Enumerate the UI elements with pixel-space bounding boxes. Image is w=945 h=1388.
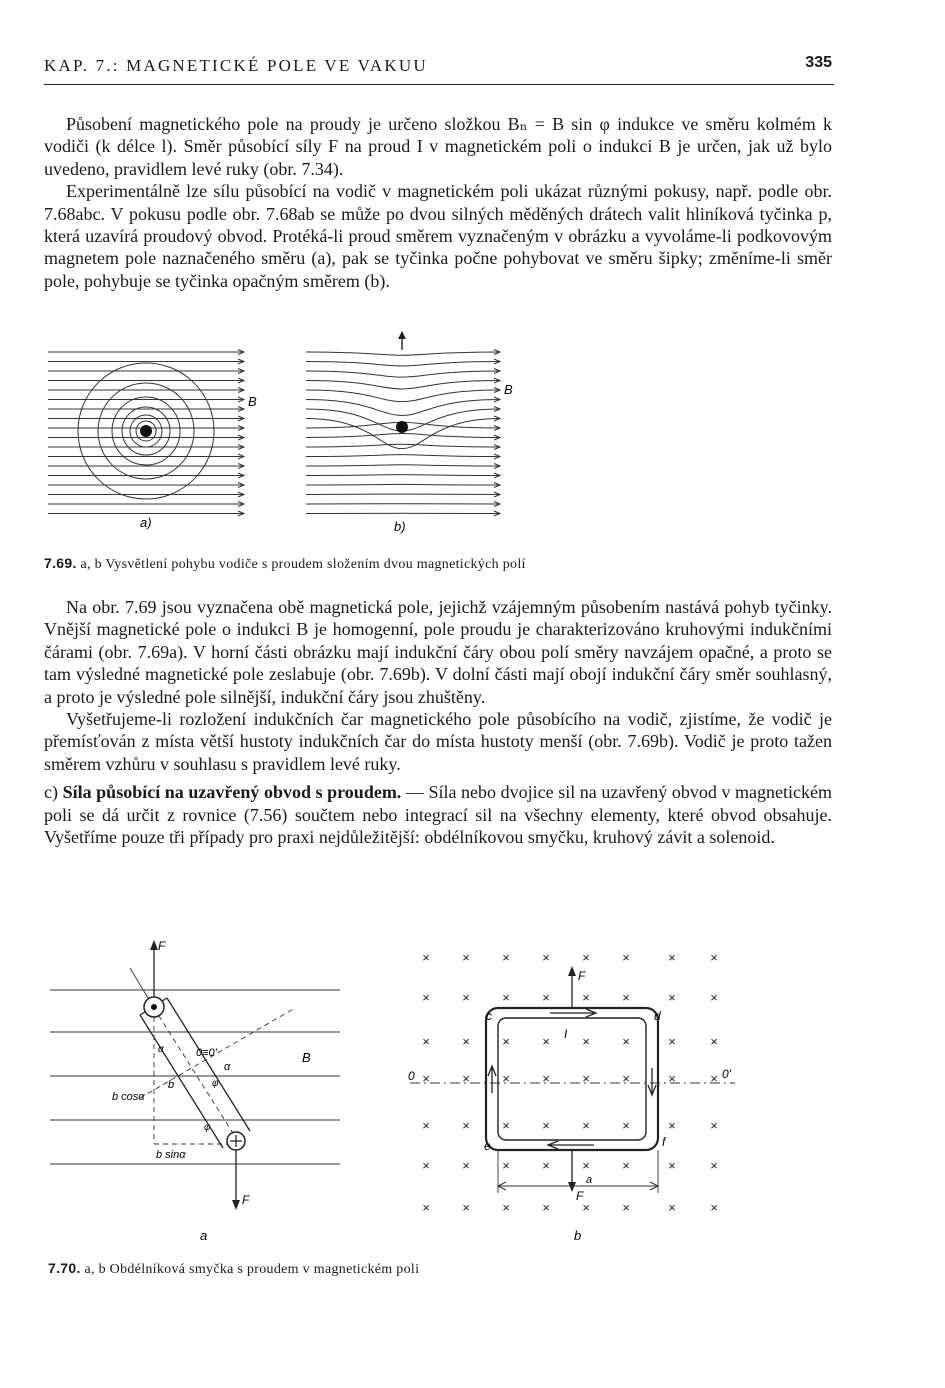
svg-text:×: × [422,1034,430,1049]
figure-7-69 [40,330,540,540]
caption-number: 7.70. [48,1260,81,1276]
sublabel-b: b [574,1228,582,1243]
svg-text:×: × [462,1071,470,1086]
svg-text:×: × [582,990,590,1005]
alpha-label-2: α [158,1044,164,1055]
svg-text:×: × [668,1071,676,1086]
svg-text:×: × [542,1118,550,1133]
svg-text:×: × [502,1034,510,1049]
svg-text:×: × [582,1071,590,1086]
phi-label-2: φ [204,1122,211,1133]
force-arrow-up [568,966,576,976]
svg-text:×: × [502,1200,510,1215]
svg-text:×: × [622,1200,630,1215]
svg-text:×: × [502,950,510,965]
section-text: — Síla nebo dvojice sil na uzavřený obvod v magnetickém poli se dá určit z rovnice (7.56) součtem nebo integrací sil na všechny elementy, které obvod obsahuje. Vyšetříme pouze tři případy pro praxi nejdůležitější: obdélníkovou smyčku, kruhový závit a solenoid. [44,782,833,848]
section-c-paragraph [44,781,832,848]
section-prefix: c) [44,782,63,803]
force-arrow-up [150,940,158,950]
alpha-label: α [224,1061,231,1073]
svg-text:×: × [668,1158,676,1173]
svg-text:×: × [622,990,630,1005]
width-label: a [586,1174,593,1186]
svg-text:×: × [462,1158,470,1173]
page-header [44,56,834,82]
svg-text:×: × [462,1118,470,1133]
force-label-top: F [578,969,586,983]
page-number: 335 [805,54,832,71]
current-arrow-left [488,1066,496,1093]
svg-text:×: × [668,1200,676,1215]
svg-text:×: × [710,1158,718,1173]
svg-text:×: × [582,1158,590,1173]
svg-text:×: × [710,1200,718,1215]
section-heading: Síla působící na uzavřený obvod s proudem. [62,782,402,803]
conductor-dot [396,421,408,433]
force-arrow-down [232,1200,240,1210]
sublabel-b: b) [394,519,406,534]
svg-text:×: × [710,950,718,965]
figure-caption [48,1260,838,1278]
svg-text:×: × [710,1071,718,1086]
svg-text:×: × [668,1034,676,1049]
svg-text:×: × [622,1034,630,1049]
svg-text:×: × [542,1034,550,1049]
phi-label: φ [212,1078,219,1089]
svg-text:×: × [422,1158,430,1173]
force-label-bottom: F [576,1189,584,1203]
svg-text:×: × [668,990,676,1005]
svg-text:×: × [542,990,550,1005]
svg-text:×: × [422,950,430,965]
svg-text:×: × [622,1118,630,1133]
svg-text:×: × [422,1118,430,1133]
svg-text:×: × [502,990,510,1005]
corner-d: d [654,1009,661,1023]
svg-text:×: × [582,1118,590,1133]
caption-number: 7.69. [44,555,77,571]
svg-text:×: × [710,1118,718,1133]
svg-text:×: × [502,1158,510,1173]
svg-text:×: × [422,1200,430,1215]
force-label-bottom: F [242,1193,250,1207]
field-label-b: B [248,394,257,409]
svg-text:×: × [622,1158,630,1173]
caption-text: a, b Obdélníková smyčka s proudem v magnetickém poli [84,1262,420,1277]
svg-text:×: × [462,950,470,965]
force-label-top: F [158,939,166,953]
force-arrow-down [568,1182,576,1192]
svg-text:×: × [542,1158,550,1173]
svg-text:×: × [582,1034,590,1049]
svg-text:×: × [462,1200,470,1215]
svg-text:×: × [502,1071,510,1086]
svg-text:×: × [710,990,718,1005]
paragraph: Experimentálně lze sílu působící na vodič v magnetickém poli ukázat různými pokusy, např. podle obr. 7.68abc. V pokusu podle obr. 7.68ab se může po dvou silných měděných drátech valit hliníková tyčinka p, která uzavírá proudový obvod. Protéká-li proud směrem vyznačeným v obrázku a vyvoláme-li podkovovým magnetem pole naznačeného směru (a), pak se tyčinka počne pohybovat ve směru šipky; změníme-li směr pole, pohybuje se tyčinka opačným směrem (b). [44,181,832,291]
field-label: B [302,1050,311,1065]
caption-text: a, b Vysvětlení pohybu vodiče s proudem složením dvou magnetických polí [80,557,526,572]
axis-label-left: 0 [408,1069,415,1083]
corner-c: c [486,1009,492,1023]
conductor-dot [140,425,152,437]
svg-text:×: × [422,1071,430,1086]
current-label: I [564,1027,568,1041]
svg-text:×: × [422,990,430,1005]
svg-text:×: × [622,1071,630,1086]
text-block-top [44,113,832,292]
svg-text:×: × [542,950,550,965]
current-arrow-right [648,1068,656,1095]
figure-caption [44,555,834,573]
svg-text:×: × [668,950,676,965]
current-arrow-top [550,1009,596,1017]
figure-7-69b [306,331,513,534]
b-sin-label: b sinα [156,1149,186,1161]
svg-text:×: × [582,950,590,965]
paragraph: Působení magnetického pole na proudy je určeno složkou Bₙ = B sin φ indukce ve směru kolmém k vodiči (k délce l). Směr působící síly F na proud I v magnetickém poli o indukci B je určen, jak už bylo uvedeno, pravidlem levé ruky (obr. 7.34). [44,114,832,179]
svg-text:×: × [582,1200,590,1215]
loop-outer [486,1008,658,1150]
sublabel-a: a) [140,515,152,530]
motion-arrow [398,331,406,339]
current-arrow-bottom [548,1141,594,1149]
axis-label: 0≡0' [196,1047,217,1059]
svg-text:×: × [668,1118,676,1133]
field-label-b: B [504,382,513,397]
svg-text:×: × [542,1071,550,1086]
figure-7-69a [48,350,257,531]
figure-7-70a [50,938,350,1248]
corner-f: f [662,1135,666,1149]
svg-text:×: × [462,990,470,1005]
b-cos-label: b cosα [112,1091,145,1103]
svg-text:×: × [710,1034,718,1049]
paragraph: Na obr. 7.69 jsou vyznačena obě magnetická pole, jejichž vzájemným působením nastává pohyb tyčinky. Vnější magnetické pole o indukci B je homogenní, pole proudu je charakterizováno kruhovými indukčními čárami (obr. 7.69a). V horní části obrázku mají indukční čáry obou polí směry navzájem opačné, a proto se tam výsledné magnetické pole zeslabuje (obr. 7.69b). V dolní části mají obojí indukční čáry směr souhlasný, a proto je výsledné pole silnější, indukční čáry jsou zhuštěny. [44,597,832,707]
paragraph: Vyšetřujeme-li rozložení indukčních čar magnetického pole působícího na vodič, zjistíme, že vodič je přemísťován z místa větší hustoty indukčních čar do místa hustoty menší (obr. 7.69b). Vodič je proto tažen směrem vzhůru v souhlasu s pravidlem levé ruky. [44,709,832,774]
running-title: KAP. 7.: MAGNETICKÉ POLE VE VAKUU [44,56,428,75]
svg-text:×: × [462,1034,470,1049]
sublabel-a: a [200,1228,208,1243]
axis-label-right: 0' [722,1067,731,1081]
svg-text:×: × [542,1200,550,1215]
svg-text:×: × [502,1118,510,1133]
header-rule [44,84,834,85]
svg-text:×: × [622,950,630,965]
figure-7-70b [400,938,750,1248]
b-label: b [168,1079,175,1091]
corner-e: e [484,1139,491,1153]
text-block-middle [44,596,832,848]
